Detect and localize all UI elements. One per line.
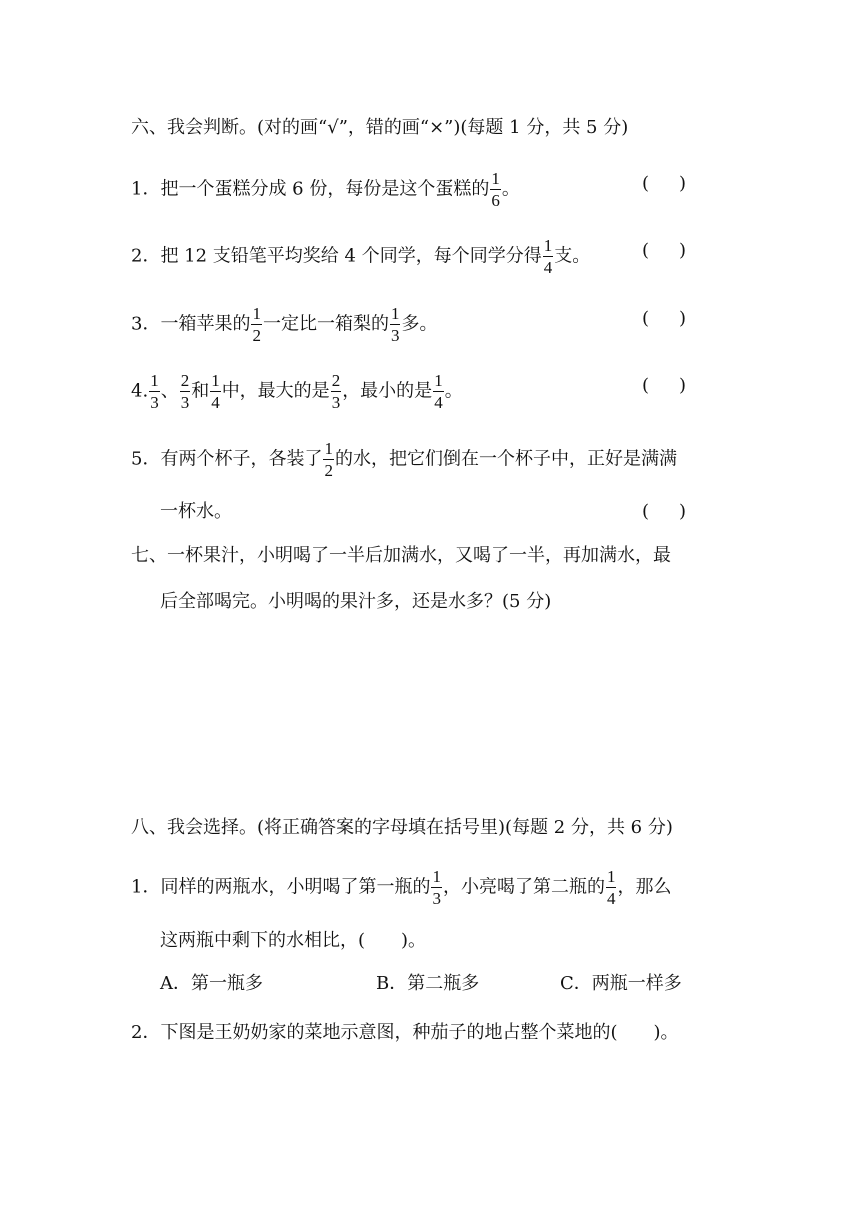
- numerator: 1: [432, 867, 441, 886]
- section-7-line-1: 七、一杯果汁，小明喝了一半后加满水，又喝了一半，再加满水，最: [131, 545, 671, 566]
- fraction: [433, 372, 444, 411]
- q2-text-pre: 2．把 12 支铅笔平均奖给 4 个同学，每个同学分得: [131, 245, 542, 267]
- answer-bracket-4[interactable]: ( ): [642, 375, 687, 396]
- denominator: 2: [324, 461, 333, 480]
- option-a[interactable]: A．第一瓶多: [160, 973, 263, 994]
- section-6-heading: 六、我会判断。(对的画“√”，错的画“×”)(每题 1 分，共 5 分): [131, 117, 629, 138]
- q4-separator: 、: [160, 380, 179, 402]
- denominator: 4: [434, 393, 443, 412]
- fraction: [606, 868, 617, 907]
- c1-text-post: ，那么: [617, 876, 672, 898]
- choice-question-1-line-2: 这两瓶中剩下的水相比，( )。: [160, 930, 427, 951]
- q2-text-post: 支。: [554, 245, 591, 267]
- fraction: [331, 372, 342, 411]
- fraction: [210, 372, 221, 411]
- answer-bracket-2[interactable]: ( ): [642, 240, 687, 261]
- denominator: 3: [432, 889, 441, 908]
- denominator: 6: [491, 191, 500, 210]
- section-7-line-2: 后全部喝完。小明喝的果汁多，还是水多？(5 分): [160, 591, 552, 612]
- answer-bracket-1[interactable]: ( ): [642, 173, 687, 194]
- denominator: 3: [390, 326, 400, 345]
- judge-question-3: [131, 305, 437, 344]
- judge-question-5: [131, 440, 677, 479]
- numerator: 1: [150, 371, 159, 390]
- fraction: [390, 305, 401, 344]
- denominator: 4: [543, 258, 553, 277]
- denominator: 2: [252, 326, 261, 345]
- numerator: 2: [180, 371, 190, 390]
- fraction: [323, 440, 334, 479]
- numerator: 1: [434, 371, 443, 390]
- fraction: [490, 170, 501, 209]
- numerator: 2: [331, 371, 341, 390]
- q4-separator: 和: [191, 380, 210, 402]
- c1-text-mid: ，小亮喝了第二瓶的: [442, 876, 605, 898]
- fraction: [431, 868, 442, 907]
- judge-question-2: [131, 237, 590, 276]
- denominator: 3: [150, 393, 159, 412]
- option-b[interactable]: B．第二瓶多: [376, 973, 480, 994]
- q1-text-post: 。: [501, 178, 520, 200]
- judge-question-5-line-2: 一杯水。: [160, 501, 232, 522]
- numerator: 1: [324, 439, 333, 458]
- denominator: 3: [331, 393, 341, 412]
- option-c[interactable]: C．两瓶一样多: [560, 973, 682, 994]
- q3-text-post: 多。: [401, 313, 438, 335]
- denominator: 3: [180, 393, 190, 412]
- q5-text-post: 的水，把它们倒在一个杯子中，正好是满满: [334, 448, 677, 470]
- answer-bracket-3[interactable]: ( ): [642, 308, 687, 329]
- q4-text: ，最小的是: [342, 380, 433, 402]
- fraction: [149, 372, 160, 411]
- numerator: 1: [543, 236, 553, 255]
- q4-text: 中，最大的是: [221, 380, 330, 402]
- fraction: [180, 372, 191, 411]
- numerator: 1: [606, 867, 616, 886]
- c1-text-pre: 1．同样的两瓶水，小明喝了第一瓶的: [131, 876, 431, 898]
- q1-text-pre: 1．把一个蛋糕分成 6 份，每份是这个蛋糕的: [131, 178, 490, 200]
- judge-question-1: [131, 170, 520, 209]
- q3-text-mid: 一定比一箱梨的: [262, 313, 389, 335]
- denominator: 4: [606, 889, 616, 908]
- numerator: 1: [491, 169, 500, 188]
- denominator: 4: [211, 393, 220, 412]
- numerator: 1: [252, 304, 261, 323]
- judge-question-4: [131, 372, 463, 411]
- choice-question-2: 2．下图是王奶奶家的菜地示意图，种茄子的地占整个菜地的( )。: [131, 1022, 679, 1043]
- numerator: 1: [211, 371, 220, 390]
- numerator: 1: [390, 304, 400, 323]
- choice-question-1: [131, 868, 671, 907]
- section-8-heading: 八、我会选择。(将正确答案的字母填在括号里)(每题 2 分，共 6 分): [131, 817, 673, 838]
- q4-text-post: 。: [444, 380, 463, 402]
- q4-number: 4.: [131, 380, 149, 402]
- q5-text-pre: 5．有两个杯子，各装了: [131, 448, 323, 470]
- fraction: [251, 305, 262, 344]
- answer-bracket-5[interactable]: ( ): [642, 501, 687, 522]
- fraction: [543, 237, 554, 276]
- q3-text-pre: 3．一箱苹果的: [131, 313, 251, 335]
